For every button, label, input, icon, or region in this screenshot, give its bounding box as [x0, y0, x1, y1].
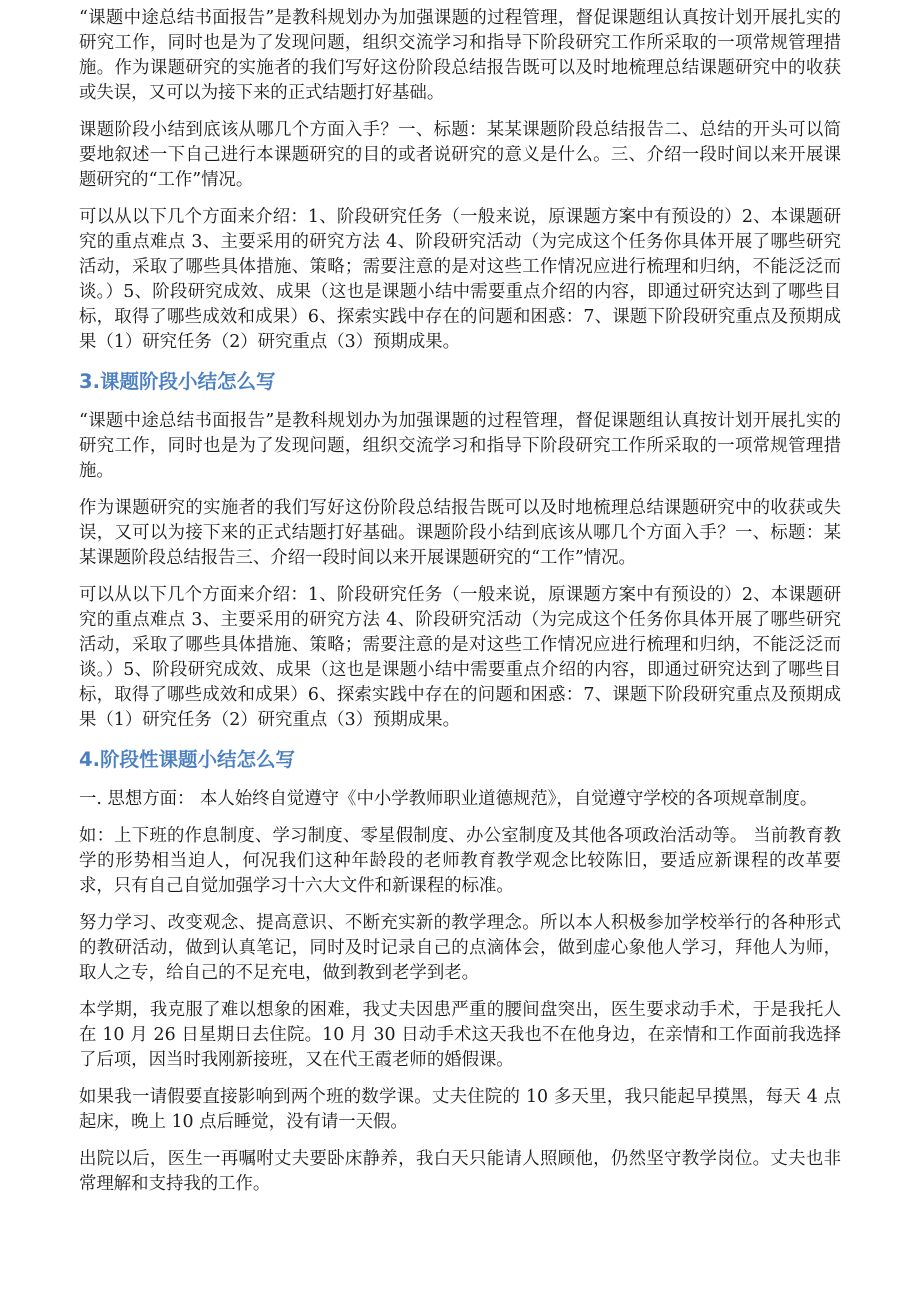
section-heading-3: 3.课题阶段小结怎么写 — [79, 370, 276, 393]
section-heading-4: 4.阶段性课题小结怎么写 — [79, 748, 295, 771]
paragraph: 努力学习、改变观念、提高意识、不断充实新的教学理念。所以本人积极参加学校举行的各种形式的教研活动，做到认真笔记，同时及时记录自己的点滴体会，做到虚心象他人学习，拜他人为师，取人之专，给自己的不足充电，做到教到老学到老。 — [79, 913, 841, 983]
paragraph: 本学期，我克服了难以想象的困难，我丈夫因患严重的腰间盘突出，医生要求动手术，于是我托人在 10 月 26 日星期日去住院。10 月 30 日动手术这天我也不在他身边，在亲情和工作面前我选择了后项，因当时我刚新接班，又在代王霞老师的婚假课。 — [79, 1000, 841, 1070]
paragraph: 可以从以下几个方面来介绍：1、阶段研究任务（一般来说，原课题方案中有预设的）2、本课题研究的重点难点 3、主要采用的研究方法 4、阶段研究活动（为完成这个任务你具体开展了哪些研究活动，采取了哪些具体措施、策略；需要注意的是对这些工作情况应进行梳理和归纳，不能泛泛而谈。）5、阶段研究成效、成果（这也是课题小结中需要重点介绍的内容，即通过研究达到了哪些目标，取得了哪些成效和成果）6、探索实践中存在的问题和困惑：7、课题下阶段研究重点及预期成果（1）研究任务（2）研究重点（3）预期成果。 — [79, 585, 841, 730]
document-body — [79, 6, 841, 1209]
paragraph: 作为课题研究的实施者的我们写好这份阶段总结报告既可以及时地梳理总结课题研究中的收获或失误，又可以为接下来的正式结题打好基础。课题阶段小结到底该从哪几个方面入手？一、标题：某某课题阶段总结报告三、介绍一段时间以来开展课题研究的“工作”情况。 — [79, 498, 841, 568]
paragraph: 如：上下班的作息制度、学习制度、零星假制度、办公室制度及其他各项政治活动等。 当前教育教学的形势相当迫人，何况我们这种年龄段的老师教育教学观念比较陈旧，要适应新课程的改革要求，只有自己自觉加强学习十六大文件和新课程的标准。 — [79, 826, 841, 896]
paragraph: 课题阶段小结到底该从哪几个方面入手？一、标题：某某课题阶段总结报告二、总结的开头可以简要地叙述一下自己进行本课题研究的目的或者说研究的意义是什么。三、介绍一段时间以来开展课题研究的“工作”情况。 — [79, 120, 841, 190]
paragraph: “课题中途总结书面报告”是教科规划办为加强课题的过程管理，督促课题组认真按计划开展扎实的研究工作，同时也是为了发现问题，组织交流学习和指导下阶段研究工作所采取的一项常规管理措施。 — [79, 411, 841, 481]
paragraph: 可以从以下几个方面来介绍：1、阶段研究任务（一般来说，原课题方案中有预设的）2、本课题研究的重点难点 3、主要采用的研究方法 4、阶段研究活动（为完成这个任务你具体开展了哪些研究活动，采取了哪些具体措施、策略；需要注意的是对这些工作情况应进行梳理和归纳，不能泛泛而谈。）5、阶段研究成效、成果（这也是课题小结中需要重点介绍的内容，即通过研究达到了哪些目标，取得了哪些成效和成果）6、探索实践中存在的问题和困惑：7、课题下阶段研究重点及预期成果（1）研究任务（2）研究重点（3）预期成果。 — [79, 207, 841, 352]
paragraph: 出院以后，医生一再嘱咐丈夫要卧床静养，我白天只能请人照顾他，仍然坚守教学岗位。丈夫也非常理解和支持我的工作。 — [79, 1149, 841, 1194]
paragraph: “课题中途总结书面报告”是教科规划办为加强课题的过程管理，督促课题组认真按计划开展扎实的研究工作，同时也是为了发现问题，组织交流学习和指导下阶段研究工作所采取的一项常规管理措施。作为课题研究的实施者的我们写好这份阶段总结报告既可以及时地梳理总结课题研究中的收获或失误，又可以为接下来的正式结题打好基础。 — [79, 8, 841, 103]
paragraph: 如果我一请假要直接影响到两个班的数学课。丈夫住院的 10 多天里，我只能起早摸黑，每天 4 点起床，晚上 10 点后睡觉，没有请一天假。 — [79, 1087, 841, 1132]
paragraph: 一. 思想方面： 本人始终自觉遵守《中小学教师职业道德规范》，自觉遵守学校的各项规章制度。 — [79, 789, 818, 809]
